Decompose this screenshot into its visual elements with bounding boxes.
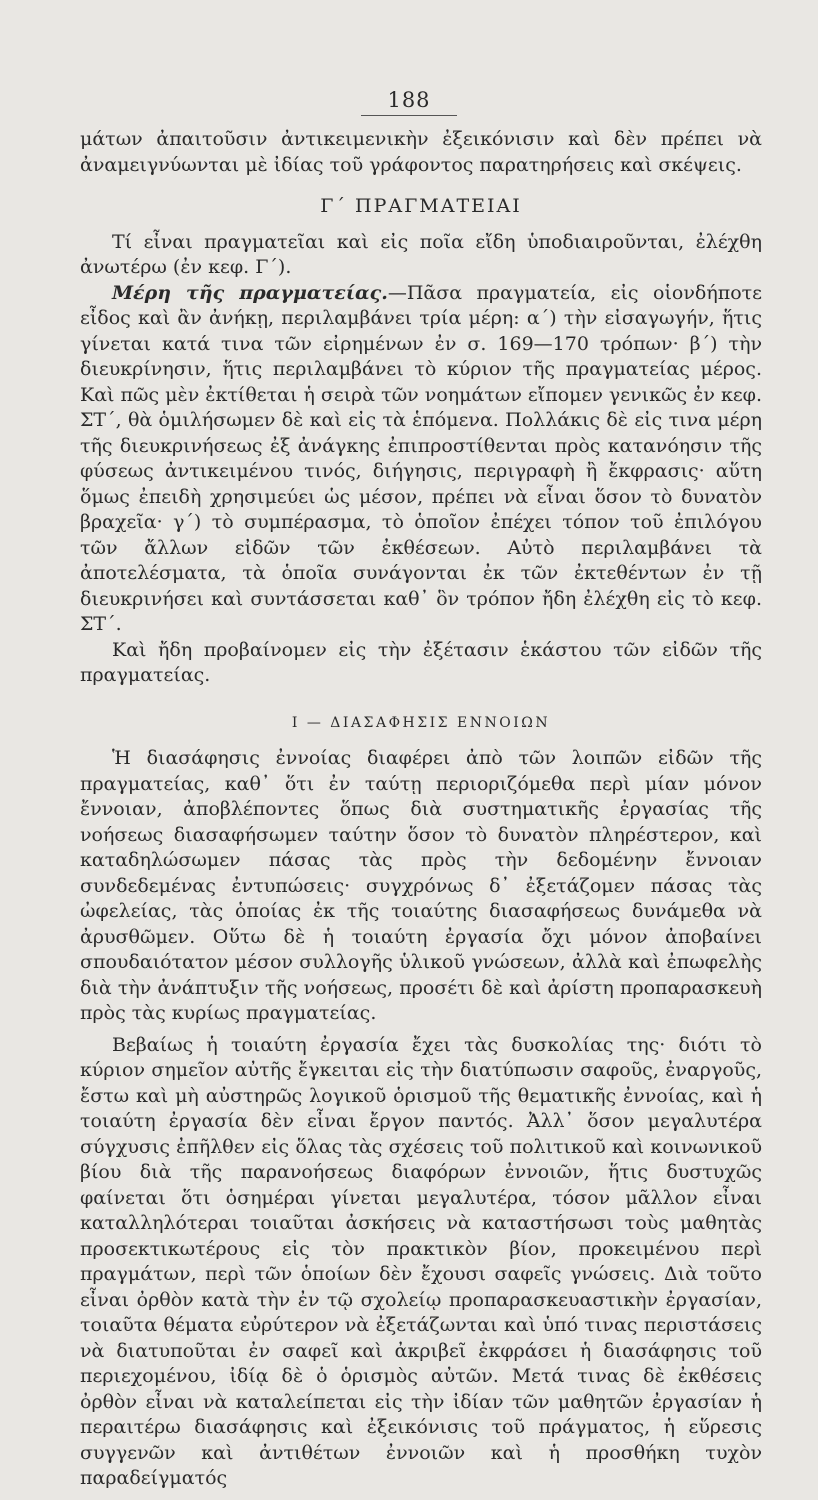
paragraph-difficulties: Βεβαίως ἡ τοιαύτη ἐργασία ἔχει τὰς δυσκολίας της· διότι τὸ κύριον σημεῖον αὐτῆς ἔγκειται εἰς τὴν διατύπωσιν σαφοῦς, ἐναργοῦς, ἔστω καὶ μὴ αὐστηρῶς λογικοῦ ὁρισμοῦ τῆς θεματικῆς ἐννοίας, καὶ ἡ τοιαύτη ἐργασία δὲν εἶναι ἔργον παντός. Ἀλλ᾽ ὅσον μεγαλυτέρα σύγχυσις ἐπῆλθεν εἰς ὅλας τὰς σχέσεις τοῦ πολιτικοῦ καὶ κοινωνικοῦ βίου διὰ τῆς παρανοήσεως διαφόρων ἐννοιῶν, ἥτις δυστυχῶς φαίνεται ὅτι ὁσημέραι γίνεται μεγαλυτέρα, τόσον μᾶλλον εἶναι καταλληλότεραι τοιαῦται ἀσκήσεις νὰ καταστήσωσι τοὺς μαθητὰς προσεκτικωτέρους εἰς τὸν πρακτικὸν βίον, προκειμένου περὶ πραγμάτων, περὶ τῶν ὁποίων δὲν ἔχουσι σαφεῖς γνώσεις. Διὰ τοῦτο εἶναι ὀρθὸν κατὰ τὴν ἐν τῷ σχολείῳ προπαρασκευαστικὴν ἐργασίαν, τοιαῦτα θέματα εὐρύτερον νὰ ἐξετάζωνται καὶ ὑπό τινας περιστάσεις νὰ διατυποῦται ἐν σαφεῖ καὶ ἀκριβεῖ ἐκφράσει ἡ διασάφησις τοῦ περιεχομένου, ἰδίᾳ δὲ ὁ ὁρισμὸς αὐτῶν. Μετά τινας δὲ ἐκθέσεις ὀρθὸν εἶναι νὰ καταλείπεται εἰς τὴν ἰδίαν τῶν μαθητῶν ἐργασίαν ἡ περαιτέρω διασάφησις καὶ ἐξεικόνισις τοῦ πράγματος, ἡ εὕρεσις συγγενῶν καὶ ἀντιθέτων ἐννοιῶν καὶ ἡ προσθήκη τυχὸν παραδείγματός	[80, 1033, 762, 1489]
intro-paragraph: μάτων ἀπαιτοῦσιν ἀντικειμενικὴν ἐξεικόνισιν καὶ δὲν πρέπει νὰ ἀναμειγνύωνται μὲ ἰδίας τοῦ γράφοντος παρατηρήσεις καὶ σκέψεις.	[80, 128, 762, 176]
subsection-heading: Ι — ΔΙΑΣΑΦΗΣΙΣ ΕΝΝΟΙΩΝ	[291, 714, 551, 731]
page-body	[80, 127, 762, 1492]
page-header	[0, 88, 818, 116]
run-in-title: Μέρη τῆς πραγματείας.	[112, 281, 388, 304]
paragraph-parts-of-treatise	[80, 281, 762, 638]
paragraph-definition: Τί εἶναι πραγματεῖαι καὶ εἰς ποῖα εἴδη ὑποδιαιροῦνται, ἐλέχθη ἀνωτέρω (ἐν κεφ. Γ΄).	[80, 230, 762, 278]
paragraph-transition: Καὶ ἤδη προβαίνομεν εἰς τὴν ἐξέτασιν ἑκάστου τῶν εἰδῶν τῆς πραγματείας.	[80, 638, 762, 686]
page-number: 188	[361, 88, 456, 116]
section-heading: Γ΄ ΠΡΑΓΜΑΤΕΙΑΙ	[320, 195, 522, 217]
paragraph-parts-text: —Πᾶσα πραγματεία, εἰς οἱονδήποτε εἶδος καὶ ἂν ἀνήκῃ, περιλαμβάνει τρία μέρη: α΄) τὴν εἰσαγωγήν, ἥτις γίνεται κατά τινα τῶν εἰρημένων ἐν σ. 169—170 τρόπων· β΄) τὴν διευκρίνησιν, ἥτις περιλαμβάνει τὸ κύριον τῆς πραγματείας μέρος. Καὶ πῶς μὲν ἐκτίθεται ἡ σειρὰ τῶν νοημάτων εἴπομεν γενικῶς ἐν κεφ. ΣΤ΄, θὰ ὁμιλήσωμεν δὲ καὶ εἰς τὰ ἑπόμενα. Πολλάκις δὲ εἰς τινα μέρη τῆς διευκρινήσεως ἐξ ἀνάγκης ἐπιπροστίθενται πρὸς κατανόησιν τῆς φύσεως ἀντικειμένου τινός, διήγησις, περιγραφὴ ἢ ἔκφρασις· αὕτη ὅμως ἐπειδὴ χρησιμεύει ὡς μέσον, πρέπει νὰ εἶναι ὅσον τὸ δυνατὸν βραχεῖα· γ΄) τὸ συμπέρασμα, τὸ ὁποῖον ἐπέχει τόπον τοῦ ἐπιλόγου τῶν ἄλλων εἰδῶν τῶν ἐκθέσεων. Αὐτὸ περιλαμβάνει τὰ ἀποτελέσματα, τὰ ὁποῖα συνάγονται ἐκ τῶν ἐκτεθέντων ἐν τῇ διευκρινήσει καὶ συντάσσεται καθ᾽ ὃν τρόπον ἤδη ἐλέχθη εἰς τὸ κεφ. ΣΤ΄.	[80, 281, 763, 635]
paragraph-clarification: Ἡ διασάφησις ἐννοίας διαφέρει ἀπὸ τῶν λοιπῶν εἰδῶν τῆς πραγματείας, καθ᾽ ὅτι ἐν ταύτῃ περιοριζόμεθα περὶ μίαν μόνον ἔννοιαν, ἀποβλέποντες ὅπως διὰ συστηματικῆς ἐργασίας τῆς νοήσεως διασαφήσωμεν ταύτην ὅσον τὸ δυνατὸν πληρέστερον, καὶ καταδηλώσωμεν πάσας τὰς πρὸς τὴν δεδομένην ἔννοιαν συνδεδεμένας ἐντυπώσεις· συγχρόνως δ᾽ ἐξετάζομεν πάσας τὰς ὠφελείας, τὰς ὁποίας ἐκ τῆς τοιαύτης διασαφήσεως δυνάμεθα νὰ ἀρυσθῶμεν. Οὕτω δὲ ἡ τοιαύτη ἐργασία ὄχι μόνον ἀποβαίνει σπουδαιότατον μέσον συλλογῆς ὑλικοῦ γνώσεων, ἀλλὰ καὶ ἐπωφελὴς διὰ τὴν ἀνάπτυξιν τῆς νοήσεως, προσέτι δὲ καὶ ἀρίστη προπαρασκευὴ πρὸς τὰς κυρίως πραγματείας.	[80, 747, 762, 1024]
